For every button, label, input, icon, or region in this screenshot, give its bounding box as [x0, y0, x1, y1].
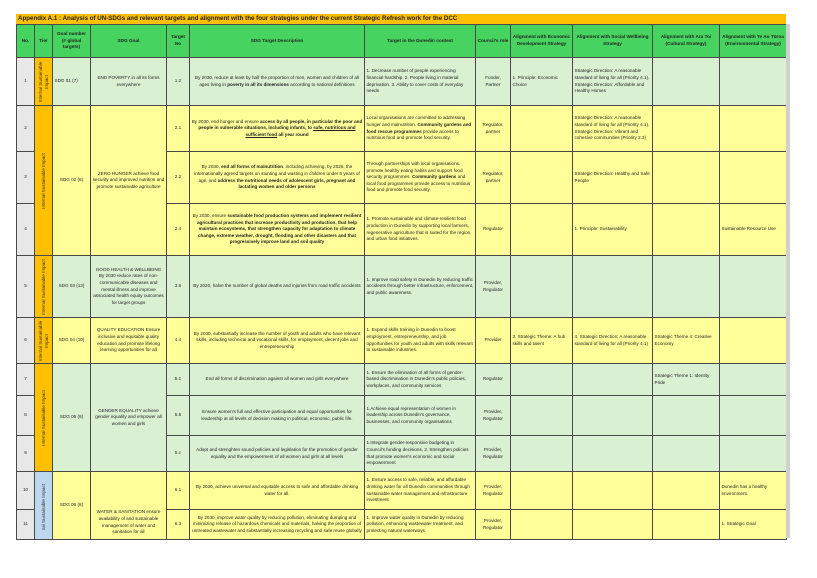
economic-alignment — [511, 152, 573, 204]
councils-role: Provider, Regulator — [476, 436, 511, 472]
ara-toi-alignment — [653, 436, 720, 472]
header-target-description: SDG Target Description — [190, 25, 365, 58]
table-row — [17, 364, 787, 396]
social-alignment: Strategic Direction: Healthy and Safe People — [573, 152, 653, 204]
sdg-goal: GENDER EQUALITY achieve gender equality and empower all women and girls — [91, 364, 167, 472]
desc-part: according to national definitions — [288, 81, 355, 87]
tier-cell — [35, 364, 53, 472]
target-no: 5.1 — [167, 364, 190, 396]
dunedin-context: 1. Improve road safety in Dunedin by reducing traffic accidents through better infrastructure, enforcement, and public awareness. — [365, 256, 476, 318]
target-description: By 2030, improve water quality by reducing pollution, eliminating dumping and minimizing release of hazardous chemicals and materials, halving the proportion of untreated wastewater and substantially increasing recycling and safe reuse globally — [190, 510, 365, 540]
target-description: Ensure women's full and effective participation and equal opportunities for leadership at all levels of decision making in political, economic, public life. — [190, 396, 365, 436]
desc-bold: all year round — [277, 131, 309, 137]
economic-alignment: 1. Principle: Economic Choice — [511, 58, 573, 106]
dunedin-context: 1. Promote sustainable and climate-resilient food production in Dunedin by supporting local farmers, regenerative agriculture that is suited for the region, and urban food initiatives. — [365, 204, 476, 256]
te-ao-turoa-alignment — [720, 256, 787, 318]
goal-number: SDG 04 (10) — [53, 318, 91, 364]
target-no: 5.5 — [167, 396, 190, 436]
header-sdg-goal: SDG Goal — [91, 25, 167, 58]
target-description: By 2030, substantially increase the number of youth and adults who have relevant skills, including technical and vocational skills, for employment, decent jobs and entrepreneurship — [190, 318, 365, 364]
social-alignment: 4. Strategic Direction: A reasonable standard of living for all (Priority 4.1) — [573, 318, 653, 364]
goal-number: SDG 01 (7) — [53, 58, 91, 106]
header-ara-toi-alignment: Alignment with Ara Toi (Cultural Strategy) — [653, 25, 720, 58]
row-number: 10 — [17, 472, 35, 510]
context-part: and local food programmes provide access to nutritious food and promote food security. — [366, 174, 471, 193]
tier-label: Internal Sustainable Impact — [40, 152, 46, 209]
row-number: 6 — [17, 318, 35, 364]
ara-toi-alignment — [653, 204, 720, 256]
social-alignment — [573, 510, 653, 540]
header-no: No. — [17, 25, 35, 58]
councils-role: Regulator, partner — [476, 106, 511, 152]
te-ao-turoa-alignment — [720, 106, 787, 152]
councils-role: Funder, Partner — [476, 58, 511, 106]
councils-role: Provider — [476, 318, 511, 364]
target-description: By 2020, halve the number of global deaths and injuries from road traffic accidents — [190, 256, 365, 318]
goal-number: SDG 02 (8) — [53, 106, 91, 256]
te-ao-turoa-alignment — [720, 58, 787, 106]
tier-cell — [35, 256, 53, 318]
context-part: Local organisations are committed to addressing hunger and malnutrition. — [366, 115, 466, 127]
economic-alignment: 3. Strategic Theme: A hub skills and talent — [511, 318, 573, 364]
header-social-alignment: Alignment with Social Wellbeing Strategy — [573, 25, 653, 58]
ara-toi-alignment: Strategic Theme 1: Identity Pride — [653, 364, 720, 396]
tier-label: Internal Sustainable Impact — [40, 389, 46, 446]
economic-alignment — [511, 396, 573, 436]
social-alignment: Strategic Direction: A reasonable standard of living for all (Priority 4.1). Strategic Direction: Affordable and Healthy Homes — [573, 58, 653, 106]
dunedin-context — [365, 106, 476, 152]
context-bold: Community gardens — [411, 174, 457, 180]
header-te-ao-turoa-alignment: Alignment with Te Ao Tūroa (Environmental Strategy) — [720, 25, 787, 58]
desc-bold-underlined: safe, nutritious and sufficient food — [245, 125, 356, 137]
social-alignment — [573, 364, 653, 396]
dunedin-context: 1. Decrease number of people experiencing financial hardship. 2. People living in material deprivation. 3. Ability to cover costs of everyday needs — [365, 58, 476, 106]
tier-cell — [35, 58, 53, 106]
header-tier: Tier — [35, 25, 53, 58]
context-part: Through partnerships with local organisations, promote healthy eating habits and support food security programmes. — [366, 160, 463, 180]
desc-part: By 2030, end hunger and ensure — [191, 118, 260, 124]
desc-bold: sustainable food production systems and implement resilient agricultural practices that increase productivity and production, that help maintain ecosystems, that strengthen capacity for adaptation to climate change, extreme weather, drought, flooding and other disasters and that progressively improve land and soil quality — [196, 212, 362, 245]
target-no: 1.2 — [167, 58, 190, 106]
ara-toi-alignment — [653, 510, 720, 540]
ara-toi-alignment — [653, 106, 720, 152]
target-description: End all forms of discrimination against all women and girls everywhere — [190, 364, 365, 396]
councils-role: Provider, Regulator — [476, 256, 511, 318]
te-ao-turoa-alignment — [720, 436, 787, 472]
row-number: 7 — [17, 364, 35, 396]
social-alignment — [573, 256, 653, 318]
dunedin-context — [365, 152, 476, 204]
tier-label: Internal Sustainable Impact — [37, 320, 49, 361]
goal-number: SDG 05 (9) — [53, 364, 91, 472]
table-row — [17, 256, 787, 318]
economic-alignment — [511, 364, 573, 396]
spreadsheet — [16, 14, 786, 540]
dunedin-context: 1. Expand skills training in Dunedin to boost employment, entrepreneurship, and job opportunities for youth and adults with skills relevant to sustainable industries. — [365, 318, 476, 364]
goal-number: SDG 06 (8) — [53, 472, 91, 540]
economic-alignment — [511, 436, 573, 472]
desc-part: , including achieving, by 2025, the internationally agreed targets on stunting and wasting in children under 5 years of age, and — [194, 164, 360, 183]
row-number: 2 — [17, 106, 35, 152]
row-number: 5 — [17, 256, 35, 318]
dunedin-context: 1. Ensure the elimination of all forms of gender-based discrimination in Dunedin's public policies, workplaces, and community services — [365, 364, 476, 396]
councils-role: Provider, Regulator — [476, 472, 511, 510]
header-row — [17, 25, 787, 58]
desc-bold: address the nutritional needs of adolescent girls, pregnant and lactating women and older persons — [217, 177, 356, 190]
target-no: 4.4 — [167, 318, 190, 364]
row-number: 9 — [17, 436, 35, 472]
target-no: 3.6 — [167, 256, 190, 318]
row-number: 3 — [17, 152, 35, 204]
tier-cell — [35, 318, 53, 364]
ara-toi-alignment — [653, 58, 720, 106]
economic-alignment — [511, 510, 573, 540]
row-number: 1 — [17, 58, 35, 106]
councils-role: Regulator, partner — [476, 152, 511, 204]
sdg-goal: WATER & SANITATION ensure availability of and sustainable management of water and sanitation for all — [91, 472, 167, 540]
economic-alignment — [511, 106, 573, 152]
social-alignment — [573, 436, 653, 472]
sdg-goal: END POVERTY in all its forms everywhere — [91, 58, 167, 106]
target-description — [190, 152, 365, 204]
councils-role: Provider, Regulator — [476, 510, 511, 540]
desc-part: By 2030, reduce at least by half the proportion of men, women and children of all ages living in — [195, 74, 359, 87]
row-number: 4 — [17, 204, 35, 256]
dunedin-context: 1. Ensure access to safe, reliable, and affordable drinking water for all Dunedin communities through sustainable water management and infrastructure investment — [365, 472, 476, 510]
target-no: 5.c — [167, 436, 190, 472]
te-ao-turoa-alignment — [720, 364, 787, 396]
sdg-goal: ZERO HUNGER achieve food security and improved nutrition and promote sustainable agriculture — [91, 106, 167, 256]
te-ao-turoa-alignment: 1. Strategic Goal — [720, 510, 787, 540]
tier-label: Internal Sustainable Impact — [40, 258, 46, 315]
ara-toi-alignment — [653, 396, 720, 436]
desc-bold: poverty in all its dimensions — [227, 81, 289, 87]
target-description — [190, 204, 365, 256]
table-row — [17, 58, 787, 106]
economic-alignment — [511, 472, 573, 510]
header-councils-role: Council's role — [476, 25, 511, 58]
tier-cell — [35, 472, 53, 540]
goal-number: SDG 03 (13) — [53, 256, 91, 318]
target-no: 2.4 — [167, 204, 190, 256]
row-number: 8 — [17, 396, 35, 436]
header-economic-alignment: Alignment with Economic Development Strategy — [511, 25, 573, 58]
appendix-title: Appendix A.1 : Analysis of UN-SDGs and relevant targets and alignment with the four strategies under the current Strategic Refresh work for the DCC — [16, 14, 786, 24]
row-number: 11 — [17, 510, 35, 540]
target-no: 2.1 — [167, 106, 190, 152]
table-row — [17, 472, 787, 510]
ara-toi-alignment — [653, 152, 720, 204]
target-no: 6.3 — [167, 510, 190, 540]
sdg-table — [16, 24, 787, 540]
target-description: Adopt and strenghten sound policies and legislation for the promotion of gender equality and the empowerment of all women and girls at all levels — [190, 436, 365, 472]
table-row — [17, 318, 787, 364]
target-no: 2.2 — [167, 152, 190, 204]
header-target-no: Target No — [167, 25, 190, 58]
table-row — [17, 106, 787, 152]
sdg-goal: QUALITY EDUCATION Ensure inclusive and equitable quality education and promote lifelong learning opportunities for all — [91, 318, 167, 364]
target-description — [190, 106, 365, 152]
header-goal-number: Goal number (# global targets) — [53, 25, 91, 58]
desc-bold: access by all people, in particular the poor and people in vulnerable situations, including infants, to — [198, 118, 363, 131]
target-description — [190, 58, 365, 106]
tier-label: nal Sustainable Impact — [40, 483, 46, 530]
social-alignment: 1. Principle: Sustainability — [573, 204, 653, 256]
councils-role: Regulator — [476, 364, 511, 396]
te-ao-turoa-alignment — [720, 152, 787, 204]
dunedin-context: 1.Integrate gender-responsive budgeting in Council's funding decisions, 2. Strengthen policies that promote women's economic and social empowerment — [365, 436, 476, 472]
te-ao-turoa-alignment: Dunedin has a healthy environment. — [720, 472, 787, 510]
context-part: provide access to nutritious food and promote food security. — [366, 128, 459, 141]
social-alignment: Strategic Direction: A reasonable standard of living for all (Priority 4.1). Strategic Direction: Vibrant and cohesive communities (Priority 2.3) — [573, 106, 653, 152]
sheet-shadow-edge — [786, 24, 790, 538]
header-dunedin-context: Target in the Dunedin context — [365, 25, 476, 58]
desc-part: By 2030, — [201, 164, 222, 170]
target-no: 6.1 — [167, 472, 190, 510]
context-bold: Community gardens and food rescue programmes — [366, 121, 472, 134]
te-ao-turoa-alignment: Sustainable Resource Use — [720, 204, 787, 256]
ara-toi-alignment — [653, 472, 720, 510]
dunedin-context: 1. Improve water quality in Dunedin by reducing pollution, enhancing wastewater treatment, and protecting natural waterways — [365, 510, 476, 540]
te-ao-turoa-alignment — [720, 318, 787, 364]
councils-role: Regulator — [476, 204, 511, 256]
ara-toi-alignment — [653, 256, 720, 318]
ara-toi-alignment: Strategic Theme 4: Creative Economy — [653, 318, 720, 364]
desc-part: By 2030, ensure — [192, 212, 228, 218]
desc-bold: end all forms of malnutrition — [221, 164, 284, 170]
tier-label: Internal Sustainable Impact — [37, 61, 49, 102]
social-alignment — [573, 472, 653, 510]
economic-alignment — [511, 256, 573, 318]
dunedin-context: 1.Achieve equal representation of women in leadership across Dunedin's governance, businesses, and community organisations — [365, 396, 476, 436]
te-ao-turoa-alignment — [720, 396, 787, 436]
target-description: By 2030, achieve universal and equitable access to safe and affordable drinking water for all. — [190, 472, 365, 510]
social-alignment — [573, 396, 653, 436]
sdg-goal: GOOD HEALTH & WELLBEING By 2030 reduce rates of non-communicable diseases and mental illness and improve associated health equity outcomes for target groups — [91, 256, 167, 318]
councils-role: Provider, Regulator — [476, 396, 511, 436]
economic-alignment — [511, 204, 573, 256]
tier-cell — [35, 106, 53, 256]
